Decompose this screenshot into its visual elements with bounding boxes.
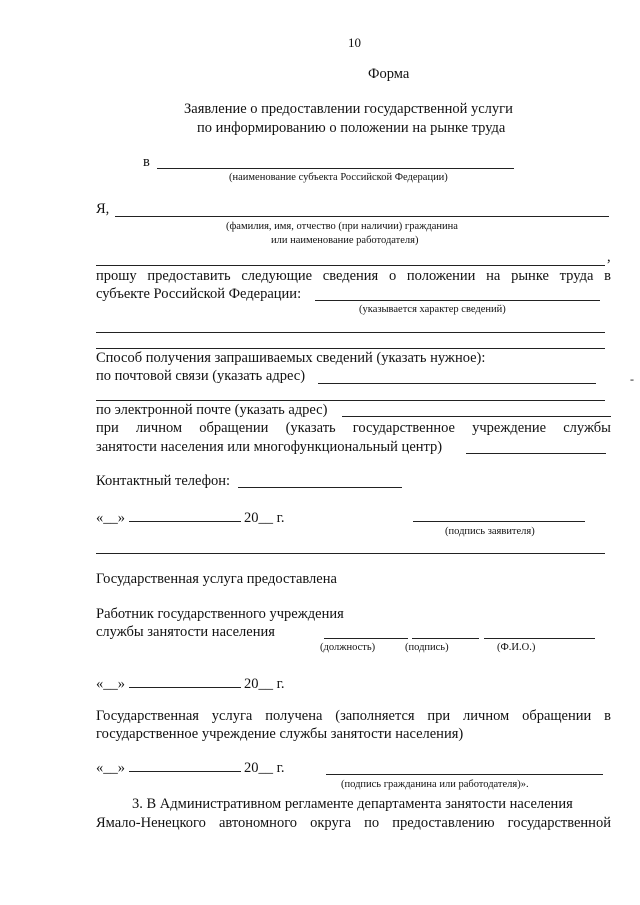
received-word: услуга — [211, 708, 253, 724]
request-word: сведения — [322, 268, 379, 284]
date-month-line-worker[interactable] — [129, 687, 241, 688]
delivery-post-label: по почтовой связи (указать адрес) — [96, 368, 306, 384]
addressee-caption: (наименование субъекта Российской Федерации) — [229, 172, 448, 183]
section3-line-2 — [96, 816, 611, 831]
request-line-2: субъекте Российской Федерации: — [96, 286, 302, 302]
date-year-worker: 20__ г. — [244, 676, 285, 692]
post-address-line[interactable] — [318, 383, 596, 384]
worker-line-2: службы занятости населения — [96, 624, 275, 640]
received-word: Государственная — [96, 708, 199, 724]
request-word: положении — [406, 268, 476, 284]
section3-word: автономного — [218, 815, 298, 831]
received-word: при — [427, 708, 451, 724]
request-caption: (указывается характер сведений) — [359, 304, 506, 315]
separator-line — [96, 553, 605, 554]
received-word: получена — [265, 708, 323, 724]
worker-line-1: Работник государственного учреждения — [96, 606, 344, 622]
contact-phone-line[interactable] — [238, 487, 402, 488]
worker-name-line[interactable] — [484, 638, 595, 639]
applicant-line[interactable] — [115, 216, 609, 217]
request-extra-line-2[interactable] — [96, 348, 605, 349]
page-number: 10 — [348, 35, 361, 50]
request-word: предоставить — [147, 268, 231, 284]
receiver-signature-line[interactable] — [326, 774, 603, 775]
delivery-personal-line-2: занятости населения или многофункциональный центр) — [96, 439, 443, 455]
personal-visit-line[interactable] — [466, 453, 606, 454]
received-word: обращении — [522, 708, 592, 724]
service-received-line-1 — [96, 709, 611, 724]
applicant-trailing-comma: , — [607, 249, 611, 265]
section3-word: по — [364, 815, 380, 831]
applicant-signature-caption: (подпись заявителя) — [445, 526, 535, 537]
delivery-heading: Способ получения запрашиваемых сведений (указать нужное): — [96, 350, 486, 366]
title-line-1: Заявление о предоставлении государственной услуги — [184, 101, 513, 117]
request-word: на — [486, 268, 501, 284]
request-word: в — [604, 268, 611, 284]
receiver-signature-caption: (подпись гражданина или работодателя)». — [341, 779, 529, 790]
service-provided-text: Государственная услуга предоставлена — [96, 571, 337, 587]
form-label: Форма — [368, 66, 410, 82]
date-open-worker: «__» — [96, 676, 125, 692]
date-open-receiver: «__» — [96, 760, 125, 776]
applicant-caption-1: (фамилия, имя, отчество (при наличии) гражданина — [226, 221, 458, 232]
applicant-line-2[interactable] — [96, 265, 605, 266]
date-month-line-applicant[interactable] — [129, 521, 241, 522]
request-word: о — [388, 268, 397, 284]
delivery-word: учреждение — [472, 420, 547, 436]
worker-name-caption: (Ф.И.О.) — [497, 642, 536, 653]
email-address-line[interactable] — [342, 416, 611, 417]
received-word: личном — [463, 708, 510, 724]
date-open-applicant: «__» — [96, 510, 125, 526]
post-address-line-2[interactable] — [96, 400, 605, 401]
section3-word: округа — [310, 815, 352, 831]
delivery-word: государственное — [352, 420, 455, 436]
margin-mark: - — [630, 372, 634, 386]
worker-signature-line[interactable] — [412, 638, 479, 639]
date-year-receiver: 20__ г. — [244, 760, 285, 776]
delivery-word: обращении — [199, 420, 269, 436]
request-word: рынке — [511, 268, 549, 284]
section3-word: государственной — [507, 815, 611, 831]
delivery-word: службы — [563, 420, 611, 436]
applicant-signature-line[interactable] — [413, 521, 585, 522]
received-word: (заполняется — [335, 708, 415, 724]
section3-word: предоставлению — [392, 815, 495, 831]
delivery-word: при — [96, 420, 119, 436]
request-word: прошу — [96, 268, 137, 284]
received-word: в — [604, 708, 611, 724]
request-line-1 — [96, 269, 611, 284]
request-word: труда — [559, 268, 594, 284]
delivery-word: личном — [135, 420, 183, 436]
service-received-line-2: государственное учреждение службы занятости населения) — [96, 726, 464, 742]
date-year-applicant: 20__ г. — [244, 510, 285, 526]
applicant-caption-2: или наименование работодателя) — [271, 235, 419, 246]
request-word: следующие — [241, 268, 313, 284]
worker-position-caption: (должность) — [320, 642, 376, 653]
delivery-personal-line-1 — [96, 421, 611, 436]
worker-signature-caption: (подпись) — [405, 642, 449, 653]
contact-phone-label: Контактный телефон: — [96, 473, 231, 489]
request-extra-line-1[interactable] — [96, 332, 605, 333]
worker-position-line[interactable] — [324, 638, 408, 639]
delivery-word: (указать — [285, 420, 336, 436]
title-line-2: по информированию о положении на рынке труда — [197, 120, 506, 136]
addressee-line[interactable] — [157, 168, 514, 169]
section3-line-1: 3. В Административном регламенте департамента занятости населения — [132, 796, 573, 812]
delivery-email-label: по электронной почте (указать адрес) — [96, 402, 328, 418]
date-month-line-receiver[interactable] — [129, 771, 241, 772]
section3-word: Ямало-Ненецкого — [96, 815, 206, 831]
applicant-prefix: Я, — [96, 201, 110, 217]
addressee-prefix: в — [143, 154, 150, 170]
request-line[interactable] — [315, 300, 600, 301]
